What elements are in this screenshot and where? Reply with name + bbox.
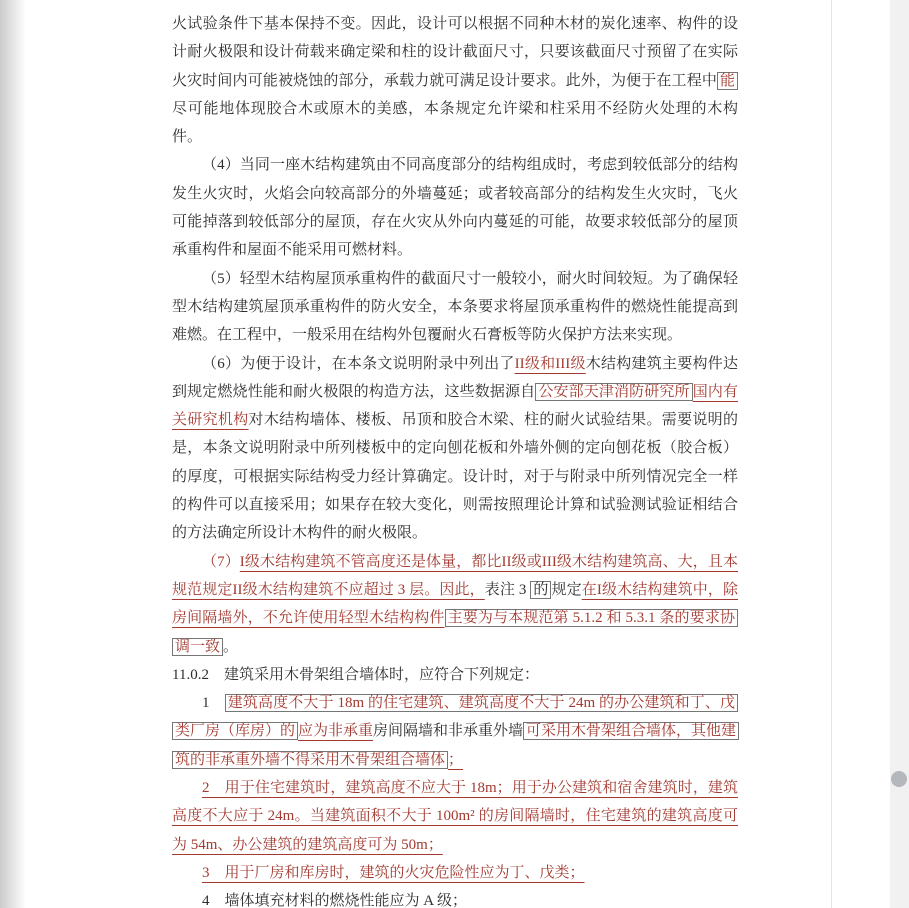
- text-run: （6）为便于设计，在本条文说明附录中列出了: [202, 355, 515, 372]
- scrollbar-thumb[interactable]: [891, 771, 907, 787]
- text-run: 。: [223, 638, 239, 655]
- text-run: 火试验条件下基本保持不变。因此，设计可以根据不同种木材的炭化速率、构件的设计耐火极限和设计荷载来确定梁和柱的设计截面尺寸，只要该截面尺寸预留了在实际火灾时间内可能被烧蚀的部分，承载力就可满足设计要求。此外，为便于在工程中: [172, 16, 738, 89]
- paragraph: [172, 350, 738, 548]
- paragraph: [172, 887, 738, 908]
- paragraph: [172, 265, 738, 350]
- revision-boxed-red-text: 公安部天津消防研究所: [535, 383, 692, 401]
- paragraph: [172, 774, 738, 859]
- text-run: （4）当同一座木结构建筑由不同高度部分的结构组成时，考虑到较低部分的结构发生火灾时，火焰会向较高部分的外墙蔓延；或者较高部分的结构发生火灾时，飞火可能掉落到较低部分的屋顶，存在火灾从外向内蔓延的可能，故要求较低部分的屋顶承重构件和屋面不能采用可燃材料。: [172, 157, 738, 259]
- document-body: [172, 10, 738, 908]
- revision-inserted-text: ；: [448, 751, 464, 768]
- paragraph: [172, 689, 738, 774]
- revision-boxed-red-text: 主要为与本规范第 5.1.2 和 5.3.1 条的要求协调一致: [172, 609, 738, 655]
- text-run: 1: [202, 695, 225, 712]
- paragraph: [172, 10, 738, 151]
- revision-boxed-red-text: 能: [717, 72, 738, 90]
- revision-inserted-text: 在I级木结构建筑中，除房间隔墙外，不允许使用轻型木结构构件: [172, 581, 738, 627]
- revision-boxed-red-text: 建筑高度不大于 18m 的住宅建筑、建筑高度不大于 24m 的办公建筑和丁、戊类厂房（库房）的: [172, 694, 738, 740]
- page-left-shadow: [0, 0, 26, 908]
- text-run: 规定: [551, 581, 582, 598]
- text-run: 对木结构墙体、楼板、吊顶和胶合木梁、柱的耐火试验结果。需要说明的是，本条文说明附录中所列楼板中的定向刨花板和外墙外侧的定向刨花板（胶合板）的厚度，可根据实际结构受力经计算确定。设计时，对于与附录中所列情况完全一样的构件可以直接采用；如果存在较大变化，则需按照理论计算和试验测试验证相结合的方法确定所设计木构件的耐火极限。: [172, 412, 738, 542]
- text-run: 木结构建筑主要构件达到规定燃烧性能和耐火极限的构造方法，这些数据源自: [172, 355, 738, 400]
- paragraph: [172, 661, 738, 689]
- revision-red-text: （7）: [202, 553, 240, 570]
- text-run: 4 墙体填充材料的燃烧性能应为 A 级；: [202, 893, 468, 908]
- text-run: 房间隔墙和非承重外墙: [373, 723, 524, 740]
- paragraph: [172, 548, 738, 661]
- revision-inserted-text: I级木结构建筑不管高度还是体量，都比II级或III级木结构建筑高、大，且本规范规定II级木结构建筑不应超过 3 层。因此，: [172, 553, 738, 598]
- text-run: 尽可能地体现胶合木或原木的美感，本条规定允许梁和柱采用不经防火处理的木构件。: [172, 100, 738, 146]
- revision-inserted-text: 应为非承重: [298, 723, 374, 740]
- revision-boxed-red-text: 可采用木骨架组合墙体，其他建筑的非承重外墙不得采用木骨架组合墙体: [172, 722, 739, 768]
- revision-inserted-text: 2 用于住宅建筑时，建筑高度不应大于 18m；用于办公建筑和宿舍建筑时，建筑高度不大应于 24m。当建筑面积不大于 100m² 的房间隔墙时，住宅建筑的建筑高度可为 54m、办公建筑的建筑高度可为 50m；: [172, 780, 738, 853]
- paragraph: [172, 151, 738, 264]
- text-run: （5）轻型木结构屋顶承重构件的截面尺寸一般较小，耐火时间较短。为了确保轻型木结构建筑屋顶承重构件的防火安全，本条要求将屋顶承重构件的燃烧性能提高到难燃。在工程中，一般采用在结构外包覆耐火石膏板等防火保护方法来实现。: [172, 270, 738, 344]
- revision-boxed-text: 的: [530, 581, 551, 599]
- revision-inserted-text: 3 用于厂房和库房时，建筑的火灾危险性应为丁、戊类；: [202, 864, 585, 881]
- page-right-border: [831, 0, 832, 908]
- paragraph: [172, 859, 738, 887]
- revision-inserted-text: 国内有关研究机构: [172, 383, 738, 429]
- text-run: 表注 3: [484, 581, 531, 598]
- revision-inserted-text: II级和III级: [514, 355, 586, 372]
- text-run: 11.0.2 建筑采用木骨架组合墙体时，应符合下列规定：: [172, 666, 539, 683]
